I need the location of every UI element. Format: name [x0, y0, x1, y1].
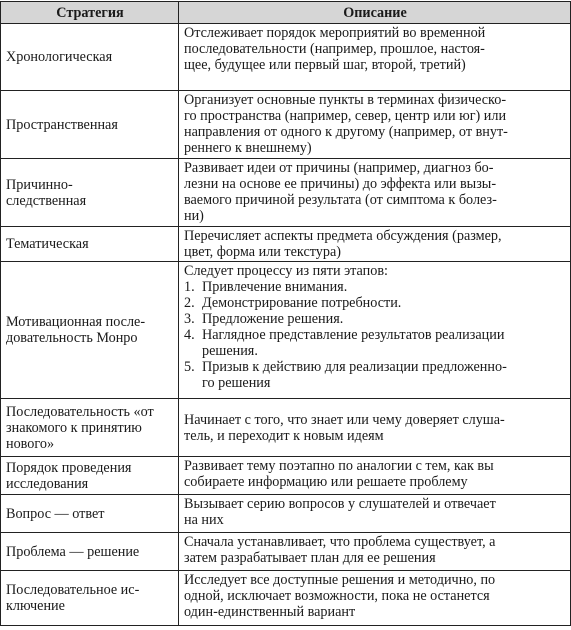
step-number: 2.: [184, 295, 195, 311]
step-number: 1.: [184, 279, 195, 295]
strategy-description: [179, 533, 571, 571]
description-line: собираете информацию или решаете проблему: [184, 474, 468, 490]
table-body: [1, 24, 571, 626]
header-strategy: Стратегия: [1, 2, 179, 24]
strategy-name-line: ключение: [6, 598, 65, 614]
strategy-name: [1, 91, 179, 159]
description-line: реннего к внешнему): [184, 140, 312, 156]
strategy-name-line: Тематическая: [6, 236, 89, 252]
step-text: Демонстрирование потребности.: [202, 295, 402, 311]
description-line: затем разрабатывает план для ее решения: [184, 550, 436, 566]
strategy-description: [179, 227, 571, 262]
description-line: Исследует все доступные решения и методично, по: [184, 572, 496, 588]
strategy-description: [179, 24, 571, 91]
description-line: ни): [184, 208, 204, 224]
strategy-name: [1, 159, 179, 227]
table-row: [1, 91, 571, 159]
table-row: [1, 159, 571, 227]
description-line: направления от одного к другому (например, от внут-: [184, 124, 508, 140]
strategy-name-line: Причинно-: [6, 176, 73, 193]
table-row: [1, 399, 571, 457]
strategy-name-line: следственная: [6, 192, 87, 209]
strategy-description: [179, 91, 571, 159]
description-line: Сначала устанавливает, что проблема существует, а: [184, 534, 496, 550]
description-line: Организует основные пункты в терминах физическо-: [184, 92, 507, 108]
table-row: [1, 533, 571, 571]
step-text-continued: го решения: [202, 375, 271, 391]
description-line: лезни на основе ее причины) до эффекта или вызы-: [184, 176, 497, 192]
step-number: 5.: [184, 359, 195, 375]
table-row: [1, 495, 571, 533]
table-header: [1, 2, 571, 24]
strategy-description: [179, 457, 571, 495]
description-line: щее, будущее или первый шаг, второй, третий): [184, 57, 466, 73]
description-line: го пространства (например, север, центр или юг) или: [184, 108, 507, 124]
strategy-name-line: Последовательность «от: [6, 403, 154, 420]
step-number: 3.: [184, 311, 195, 327]
description-line: Вызывает серию вопросов у слушателей и отвечает: [184, 496, 496, 512]
strategy-description: [179, 495, 571, 533]
description-line: ваемого причиной результата (от симптома к болез-: [184, 192, 497, 208]
description-line: Развивает тему поэтапно по аналогии с тем, как вы: [184, 458, 494, 474]
strategy-name: [1, 533, 179, 571]
description-line: тель, и переходит к новым идеям: [184, 428, 384, 444]
table-row: [1, 227, 571, 262]
description-line: один-единственный вариант: [184, 604, 356, 620]
strategy-table: [0, 1, 571, 626]
strategy-name-line: Последовательное ис-: [6, 582, 140, 598]
strategy-name-line: нового»: [6, 435, 55, 452]
description-line: Отслеживает порядок мероприятий во временной: [184, 25, 486, 41]
description-line: Начинает с того, что знает или чему доверяет слуша-: [184, 412, 505, 428]
list-item: [184, 327, 566, 359]
step-number: 4.: [184, 327, 195, 343]
description-line: Перечисляет аспекты предмета обсуждения (размер,: [184, 228, 502, 244]
description-line: Развивает идеи от причины (например, диагноз бо-: [184, 160, 494, 176]
strategy-description: [179, 571, 571, 626]
strategy-name-line: Мотивационная после-: [6, 314, 146, 330]
strategy-name-line: Вопрос — ответ: [6, 505, 105, 522]
strategy-name-line: исследования: [6, 475, 89, 492]
strategy-name-line: Пространственная: [6, 116, 118, 133]
strategy-name: [1, 457, 179, 495]
list-item: [184, 359, 566, 391]
header-description: Описание: [179, 2, 571, 24]
strategy-name-line: знакомого к принятию: [6, 419, 142, 436]
table-row: [1, 262, 571, 399]
step-text-continued: решения.: [202, 343, 258, 359]
strategy-name-line: Порядок проведения: [6, 459, 132, 476]
strategy-description: [179, 399, 571, 457]
step-text: Привлечение внимания.: [202, 279, 348, 295]
step-text: Наглядное представление результатов реализации: [202, 327, 505, 343]
strategy-name: [1, 571, 179, 626]
strategy-description: [179, 159, 571, 227]
strategy-name-line: Хронологическая: [6, 49, 113, 65]
strategy-name: [1, 24, 179, 91]
description-intro: Следует процессу из пяти этапов:: [184, 263, 388, 279]
strategy-description: [179, 262, 571, 399]
description-line: на них: [184, 512, 224, 528]
header-row: [1, 2, 571, 24]
table-row: [1, 24, 571, 91]
description-line: цвет, форма или текстура): [184, 244, 341, 260]
strategy-name: [1, 262, 179, 399]
strategy-name: [1, 227, 179, 262]
table-row: [1, 571, 571, 626]
list-item: [184, 279, 566, 295]
description-line: последовательности (например, прошлое, настоя-: [184, 41, 485, 57]
strategy-name-line: довательность Монро: [6, 330, 138, 346]
list-item: [184, 311, 566, 327]
strategy-name-line: Проблема — решение: [6, 543, 140, 560]
strategy-name: [1, 399, 179, 457]
table-row: [1, 457, 571, 495]
list-item: [184, 295, 566, 311]
steps-list: [184, 279, 566, 391]
step-text: Призыв к действию для реализации предложенно-: [202, 359, 507, 375]
strategy-name: [1, 495, 179, 533]
step-text: Предложение решения.: [202, 311, 344, 327]
description-line: одной, исключает возможности, пока не останется: [184, 588, 490, 604]
